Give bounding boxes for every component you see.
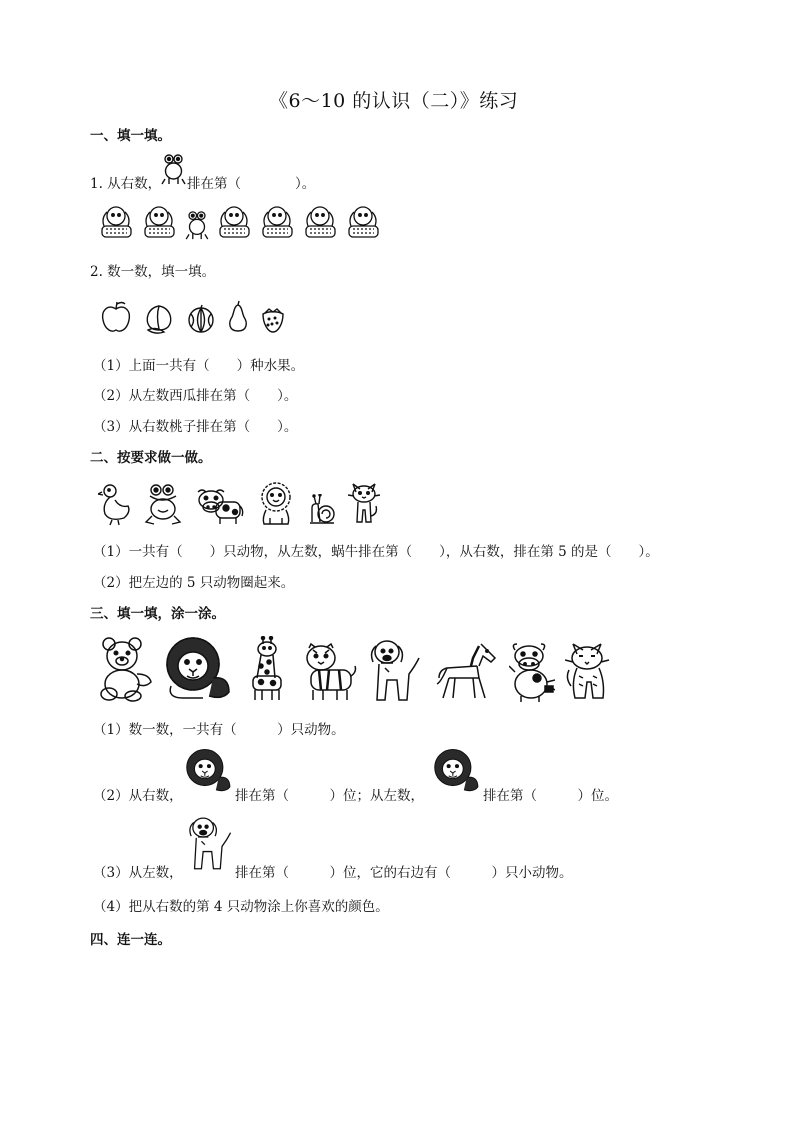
frog-icon: [161, 153, 186, 185]
section-2-item-2: （2）把左边的 5 只动物圈起来。: [93, 575, 295, 591]
puppy-icon: [186, 814, 234, 872]
peach-icon: [142, 302, 176, 334]
q1-animal-row: [98, 204, 382, 240]
dog-icon: [302, 204, 339, 240]
frog-icon: [184, 210, 210, 240]
snail-icon: [308, 494, 336, 526]
bear-icon: [97, 636, 153, 702]
q2-item-1: （1）上面一共有（ ）种水果。: [93, 358, 305, 374]
section-3-item-1: （1）数一数，一共有（ ）只动物。: [93, 722, 345, 738]
cat-icon: [565, 642, 611, 702]
dog-icon: [216, 204, 253, 240]
lion-icon: [256, 482, 296, 526]
horse-icon: [433, 642, 499, 702]
section-3-item-4: （4）把从右数的第 4 只动物涂上你喜欢的颜色。: [93, 899, 389, 915]
section-3-animal-row: [97, 636, 611, 702]
lion-icon: [432, 748, 482, 794]
cat-icon: [348, 480, 380, 526]
dog-icon: [259, 204, 296, 240]
duck-icon: [98, 482, 132, 526]
frog-icon: [144, 482, 182, 526]
strawberry-icon: [260, 306, 286, 334]
dog-icon: [98, 204, 135, 240]
section-3-heading: 三、填一填，涂一涂。: [90, 606, 225, 622]
pear-icon: [226, 300, 250, 334]
cow-icon: [194, 486, 244, 526]
section-2-item-1: （1）一共有（ ）只动物，从左数，蜗牛排在第（ ），从右数，排在第 5 的是（ ）。: [93, 544, 659, 560]
section-1-heading: 一、填一填。: [90, 128, 171, 144]
section-3-item-2-a: （2）从右数，: [93, 788, 183, 804]
tiger-icon: [299, 642, 357, 702]
section-3-item-3-b: 排在第（ ）位，它的右边有（ ）只小动物。: [235, 865, 573, 881]
lion-icon: [163, 636, 235, 702]
watermelon-icon: [186, 304, 216, 334]
section-2-heading: 二、按要求做一做。: [90, 450, 212, 466]
section-3-item-2-b: 排在第（ ）位；从左数，: [235, 788, 424, 804]
lion-icon: [184, 748, 234, 794]
giraffe-icon: [245, 636, 289, 702]
puppy-icon: [367, 638, 423, 702]
q2-heading: 2. 数一数，填一填。: [90, 264, 216, 280]
q2-item-3: （3）从右数桃子排在第（ ）。: [93, 419, 298, 435]
section-3-item-3-a: （3）从左数，: [93, 865, 183, 881]
dog-icon: [345, 204, 382, 240]
section-3-item-2-c: 排在第（ ）位。: [483, 788, 618, 804]
section-2-animal-row: [98, 480, 380, 526]
cow-icon: [509, 642, 555, 702]
section-4-heading: 四、连一连。: [90, 932, 171, 948]
fruit-row: [100, 300, 286, 334]
dog-icon: [141, 204, 178, 240]
page-title: 《6～10 的认识（二）》练习: [269, 90, 519, 112]
q1-suffix: 排在第（ ）。: [187, 176, 316, 192]
q1-prefix: 1. 从右数，: [90, 176, 162, 192]
apple-icon: [100, 300, 132, 334]
q2-item-2: （2）从左数西瓜排在第（ ）。: [93, 388, 298, 404]
